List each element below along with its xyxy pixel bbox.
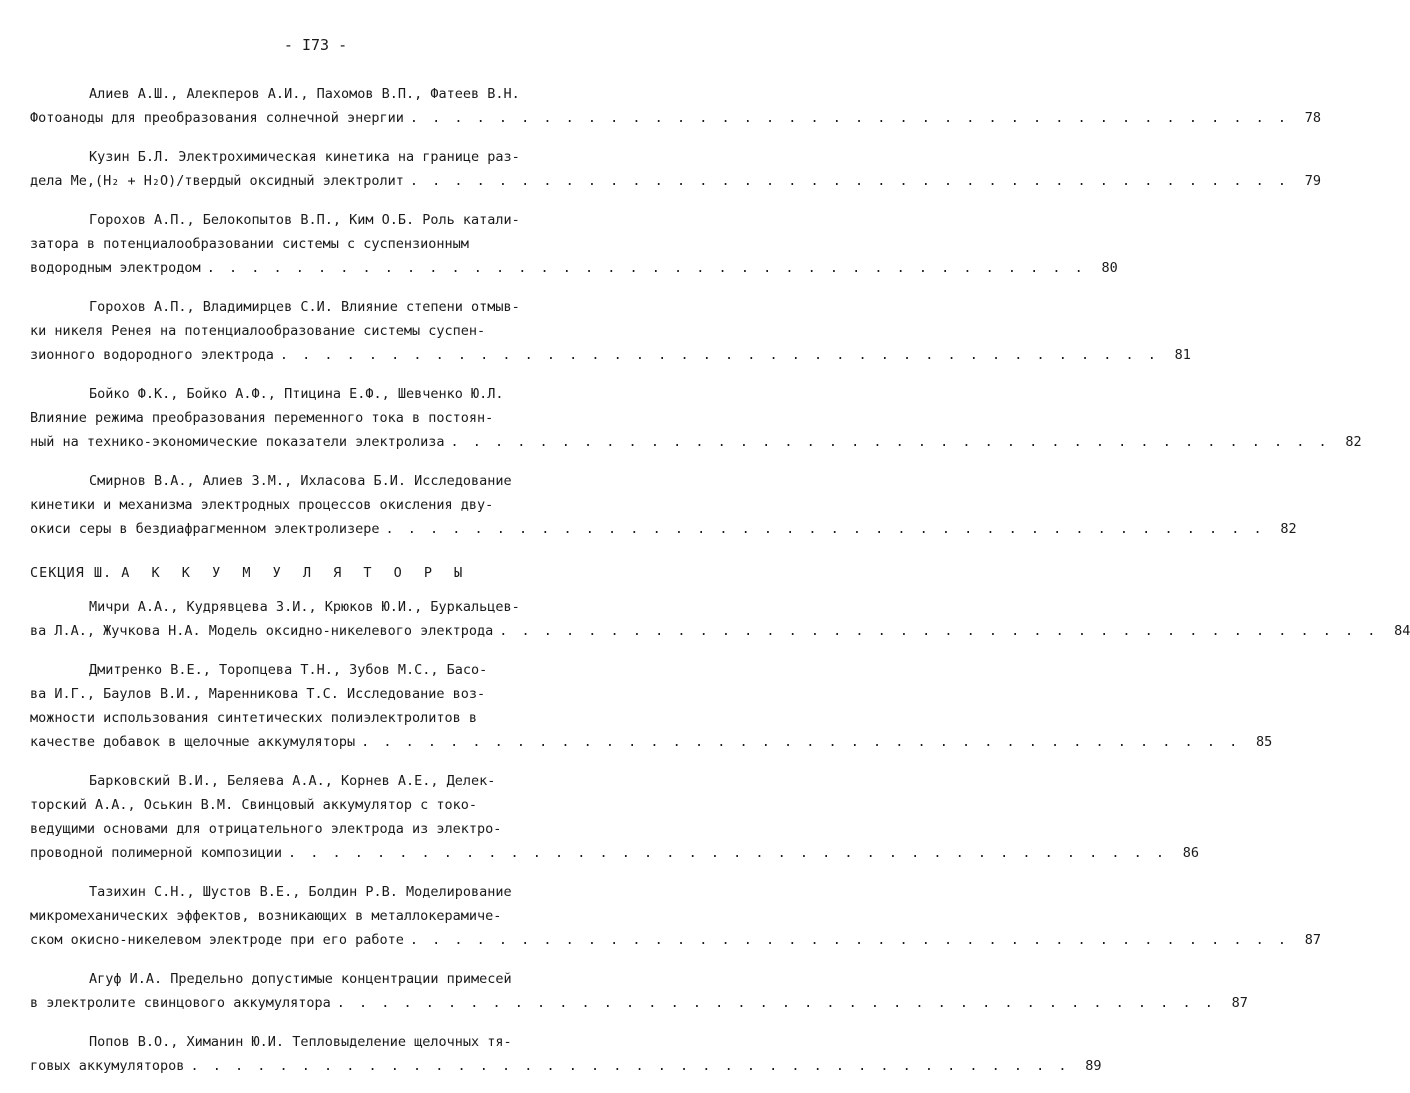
toc-entry-line [30,991,1248,1015]
toc-entry-line [30,880,596,904]
toc-entry-text: Горохов А.П., Белокопытов В.П., Ким О.Б. Роль катали- [89,212,520,228]
toc-entry-text: торский А.А., Оськин В.М. Свинцовый аккумулятор с токо- [30,797,478,813]
toc-entry-text: можности использования синтетических полиэлектролитов в [30,710,478,726]
dot-leader: . . . . . . . . . . . . . . . . . . . . . . . . . . . . . . . . . . . . . . . . [336,995,1216,1011]
toc-entry-page: 82 [1345,434,1362,450]
toc-entry-text: Смирнов В.А., Алиев З.М., Ихласова Б.И. Исследование [89,473,512,489]
toc-entry-text: ва И.Г., Баулов В.И., Маренникова Т.С. Исследование воз- [30,686,486,702]
toc-entry-line [30,595,596,619]
dot-leader: . . . . . . . . . . . . . . . . . . . . . . . . . . . . . . . . . . . . . . . . [190,1058,1070,1074]
toc-entry-line [30,658,596,682]
page-number: - I73 - [283,36,348,54]
toc-entry-text: Бойко Ф.К., Бойко А.Ф., Птицина Е.Ф., Шевченко Ю.Л. [89,386,504,402]
toc-entry-text: Агуф И.А. Предельно допустимые концентрации примесей [89,971,512,987]
toc-entry-text: проводной полимерной композиции [30,845,282,861]
dot-leader: . . . . . . . . . . . . . . . . . . . . . . . . . . . . . . . . . . . . . . . . [279,347,1159,363]
toc-entry-text: микромеханических эффектов, возникающих в металлокерамиче- [30,908,502,924]
toc-entry-line [30,1054,1102,1078]
toc-entry-text: ском окисно-никелевом электроде при его работе [30,932,404,948]
toc-entry-text: кинетики и механизма электродных процессов окисления дву- [30,497,494,513]
toc-entry-text: ва Л.А., Жучкова Н.А. Модель оксидно-никелевого электрода [30,623,494,639]
toc-entry-text: ки никеля Ренея на потенциалообразование системы суспен- [30,323,486,339]
toc-entry-line [30,208,596,232]
toc-group-batteries [30,595,1410,1078]
toc-entry-text: Барковский В.И., Беляева А.А., Корнев А.Е., Делек- [89,773,496,789]
toc-entry-text: ведущими основами для отрицательного электрода из электро- [30,821,502,837]
toc-entry-line [30,382,596,406]
toc-entry-line [30,928,1321,952]
toc-entry-text: дела Me,(H₂ + H₂O)/твердый оксидный электролит [30,173,404,189]
toc-entry-line [30,295,596,319]
toc-entry [30,295,1191,367]
toc-entry-page: 78 [1304,110,1321,126]
toc-entry [30,145,1321,193]
toc-entry-text: Фотоаноды для преобразования солнечной энергии [30,110,404,126]
toc-entry-text: ный на технико-экономические показатели электролиза [30,434,445,450]
dot-leader: . . . . . . . . . . . . . . . . . . . . . . . . . . . . . . . . . . . . . . . . [361,734,1241,750]
toc-entry-page: 81 [1174,347,1191,363]
toc-entry [30,469,1297,541]
toc-entry-page: 86 [1182,845,1200,861]
toc-entry-line [30,169,1321,193]
toc-entry-line [30,793,596,817]
toc-entry-text: Кузин Б.Л. Электрохимическая кинетика на границе раз- [89,149,520,165]
toc-entry-page: 87 [1304,932,1321,948]
toc-entry-line [30,682,596,706]
toc-entry-line [30,769,596,793]
toc-entry-text: зионного водородного электрода [30,347,274,363]
toc-entry-page: 84 [1394,623,1410,639]
dot-leader: . . . . . . . . . . . . . . . . . . . . . . . . . . . . . . . . . . . . . . . . [206,260,1086,276]
section-heading-prefix: СЕКЦИЯ Ш. [30,565,113,581]
toc-entry-text: качестве добавок в щелочные аккумуляторы [30,734,356,750]
toc-entry-page: 85 [1255,734,1273,750]
toc-entry [30,769,1200,865]
dot-leader: . . . . . . . . . . . . . . . . . . . . . . . . . . . . . . . . . . . . . . . . [450,434,1330,450]
toc-entry-line [30,256,1118,280]
toc-entry-text: говых аккумуляторов [30,1058,185,1074]
toc-entry-line [30,145,596,169]
toc-entry-line [30,319,596,343]
toc-entry [30,595,1410,643]
toc-entry-line [30,904,596,928]
dot-leader: . . . . . . . . . . . . . . . . . . . . . . . . . . . . . . . . . . . . . . . . [409,110,1289,126]
toc-entry [30,382,1362,454]
toc-entry-text: Горохов А.П., Владимирцев С.И. Влияние степени отмыв- [89,299,520,315]
toc-entry-line [30,82,596,106]
toc-entry-text: Алиев А.Ш., Алекперов А.И., Пахомов В.П., Фатеев В.Н. [89,86,520,102]
toc-entry-text: Тазихин С.Н., Шустов В.Е., Болдин Р.В. Моделирование [89,884,512,900]
toc-entry-line [30,1030,596,1054]
toc-entry-line [30,841,1200,865]
toc-entry-text: в электролите свинцового аккумулятора [30,995,331,1011]
toc-entry-page: 82 [1280,521,1297,537]
toc-entry-line [30,706,596,730]
toc-entry-line [30,517,1297,541]
toc-entry [30,1030,1102,1078]
toc-entry-page: 87 [1231,995,1248,1011]
toc-entry-line [30,967,596,991]
toc-entry-text: затора в потенциалообразовании системы с суспензионным [30,236,469,252]
toc-entry-page: 89 [1085,1058,1102,1074]
table-of-contents [30,82,1410,1093]
dot-leader: . . . . . . . . . . . . . . . . . . . . . . . . . . . . . . . . . . . . . . . . [499,623,1379,639]
toc-entry-line [30,106,1321,130]
toc-entry [30,967,1248,1015]
toc-entry-text: Дмитренко В.Е., Торопцева Т.Н., Зубов М.С., Басо- [89,662,488,678]
toc-group-electrolysis [30,82,1362,541]
toc-entry-text: окиси серы в бездиафрагменном электролизере [30,521,380,537]
dot-leader: . . . . . . . . . . . . . . . . . . . . . . . . . . . . . . . . . . . . . . . . [409,173,1289,189]
toc-entry-text: Попов В.О., Химанин Ю.И. Тепловыделение щелочных тя- [89,1034,512,1050]
toc-entry-line [30,232,596,256]
toc-entry-line [30,469,596,493]
toc-entry-line [30,619,1410,643]
toc-entry [30,82,1321,130]
toc-entry-line [30,817,596,841]
toc-entry-text: Мичри А.А., Кудрявцева З.И., Крюков Ю.И., Буркальцев- [89,599,520,615]
toc-entry-line [30,730,1273,754]
toc-entry [30,880,1321,952]
toc-entry [30,208,1118,280]
dot-leader: . . . . . . . . . . . . . . . . . . . . . . . . . . . . . . . . . . . . . . . . [287,845,1168,861]
toc-entry [30,658,1273,754]
dot-leader: . . . . . . . . . . . . . . . . . . . . . . . . . . . . . . . . . . . . . . . . [385,521,1265,537]
toc-entry-page: 80 [1101,260,1118,276]
toc-entry-line [30,493,596,517]
toc-entry-text: Влияние режима преобразования переменного тока в постоян- [30,410,494,426]
toc-entry-page: 79 [1304,173,1321,189]
section-heading-title: А К К У М У Л Я Т О Р Ы [121,565,470,581]
dot-leader: . . . . . . . . . . . . . . . . . . . . . . . . . . . . . . . . . . . . . . . . [409,932,1289,948]
toc-entry-line [30,406,596,430]
toc-entry-line [30,430,1362,454]
section-heading [30,561,596,585]
toc-entry-line [30,343,1191,367]
toc-entry-text: водородным электродом [30,260,201,276]
